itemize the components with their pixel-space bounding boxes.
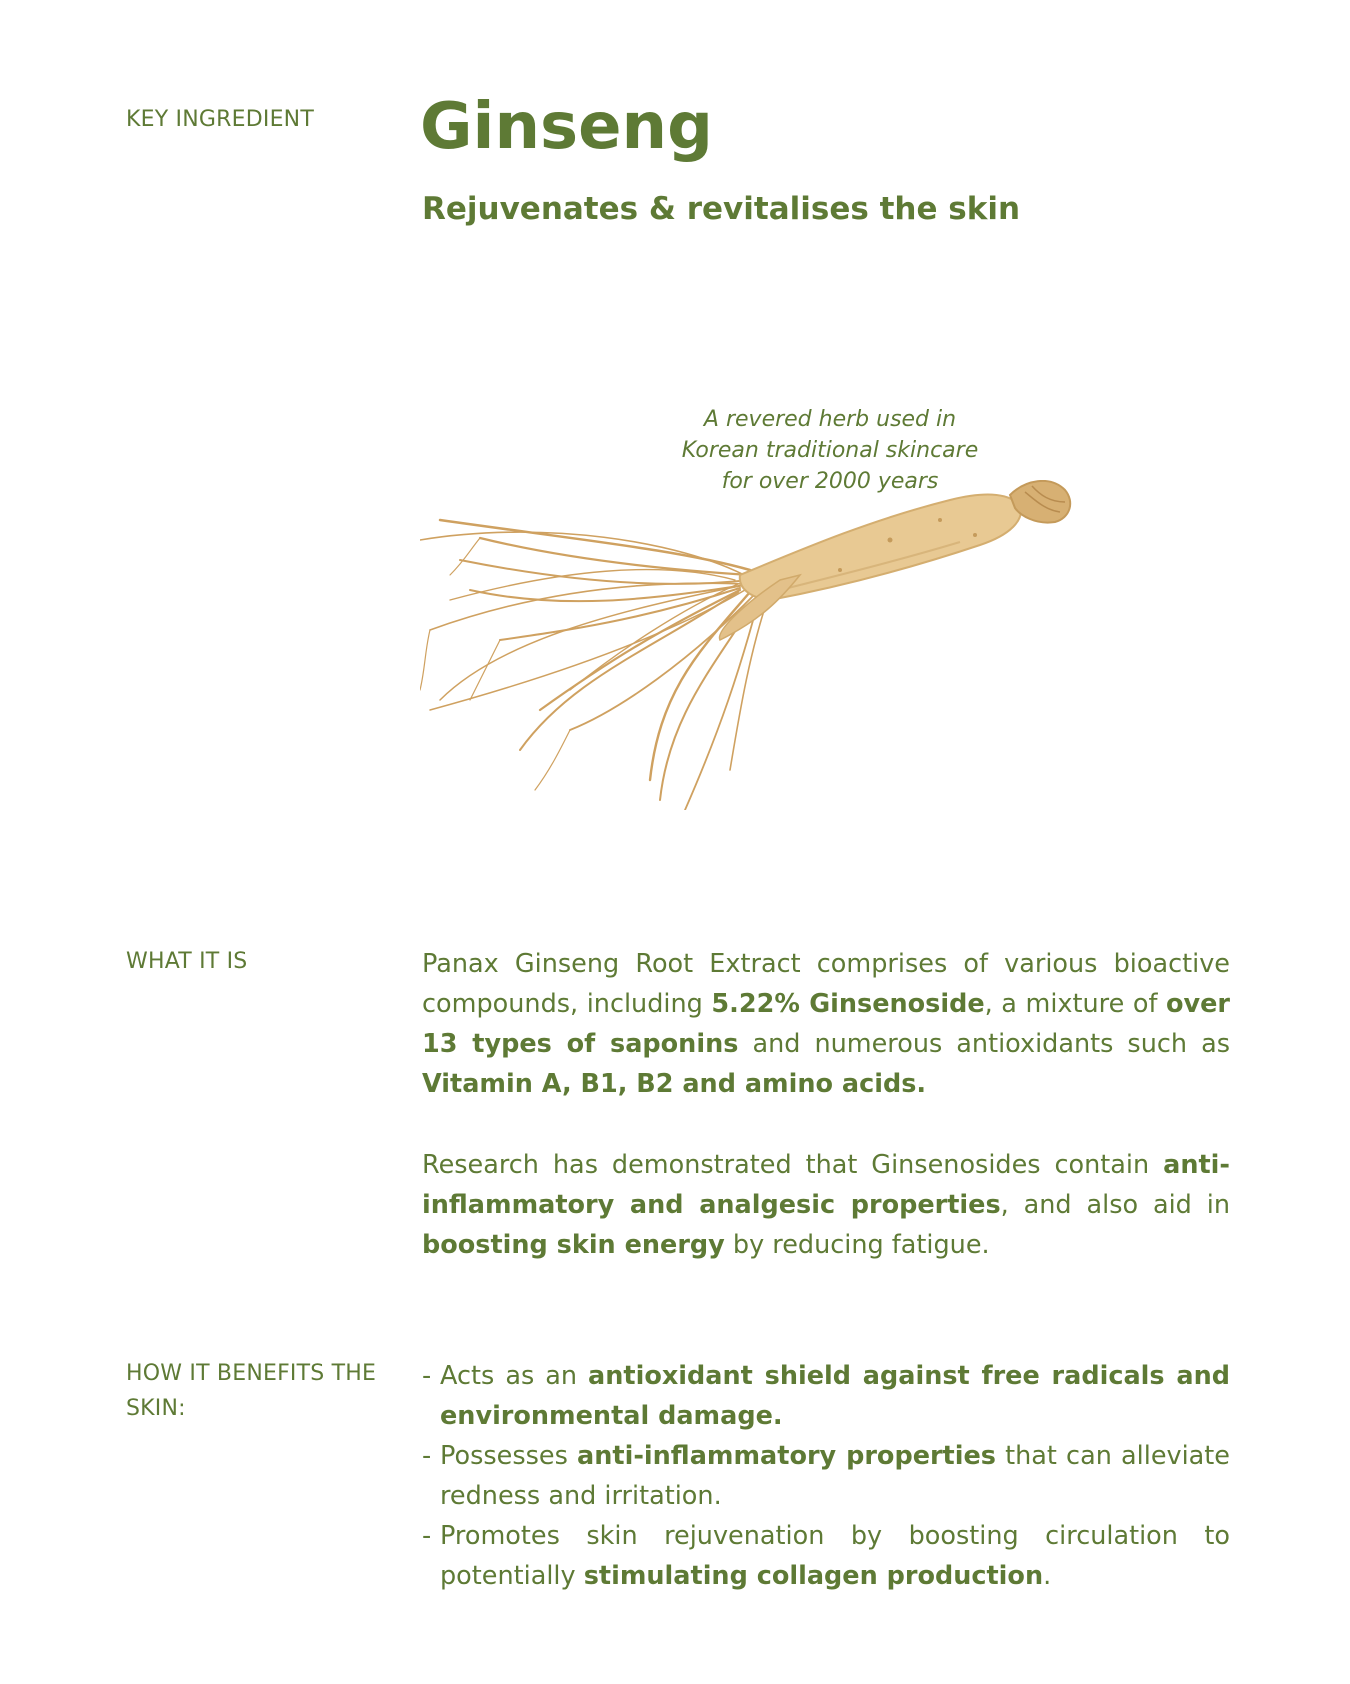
text-span: Research has demonstrated that Ginsenosides contain [422,1150,1164,1180]
text-span: and numerous antioxidants such as [738,1029,1230,1059]
text-span: Panax Ginseng Root Extract comprises of various bioactive compounds, including [422,949,1230,1019]
what-it-is-label: WHAT IT IS [126,949,248,974]
text-span: Promotes skin rejuvenation by boosting circulation to potentially [440,1521,1230,1591]
ingredient-title: Ginseng [420,90,713,164]
caption-line: Korean traditional skincare [681,438,979,463]
dash-marker: - [422,1521,432,1551]
how-it-benefits-label: HOW IT BENEFITS THE SKIN: [126,1361,377,1421]
bold-span: over 13 types of saponins [422,989,1230,1059]
ingredient-subtitle: Rejuvenates & revitalises the skin [422,191,1021,227]
key-ingredient-label: KEY INGREDIENT [126,107,314,132]
bold-span: antioxidant shield against free radicals and environmental damage. [440,1361,1230,1431]
text-span: that can alleviate redness and irritation. [440,1441,1230,1511]
ginseng-root-illustration [420,480,1140,810]
text-span: , a mixture of [984,989,1166,1019]
what-it-is-paragraph-1 [422,944,1230,1104]
bold-span: anti-inflammatory and analgesic properties [422,1150,1230,1220]
bold-span: Vitamin A, B1, B2 and amino acids. [422,1069,927,1099]
benefit-item [422,1516,1230,1596]
bold-span: 5.22% Ginsenoside [711,989,985,1019]
benefits-list [422,1356,1230,1596]
dash-marker: - [422,1441,432,1471]
text-span: , and also aid in [1000,1190,1230,1220]
what-it-is-paragraph-2 [422,1145,1230,1265]
caption-line: for over 2000 years [721,469,939,494]
bold-span: stimulating collagen production [583,1561,1044,1591]
caption-line: A revered herb used in [703,407,957,432]
bold-span: anti-inflammatory properties [577,1441,996,1471]
bold-span: boosting skin energy [422,1230,725,1260]
text-span: by reducing fatigue. [724,1230,990,1260]
text-span: . [1043,1561,1052,1591]
text-span: Possesses [440,1441,578,1471]
benefit-item [422,1436,1230,1516]
benefit-item [422,1356,1230,1436]
text-span: Acts as an [440,1361,589,1391]
dash-marker: - [422,1361,432,1391]
